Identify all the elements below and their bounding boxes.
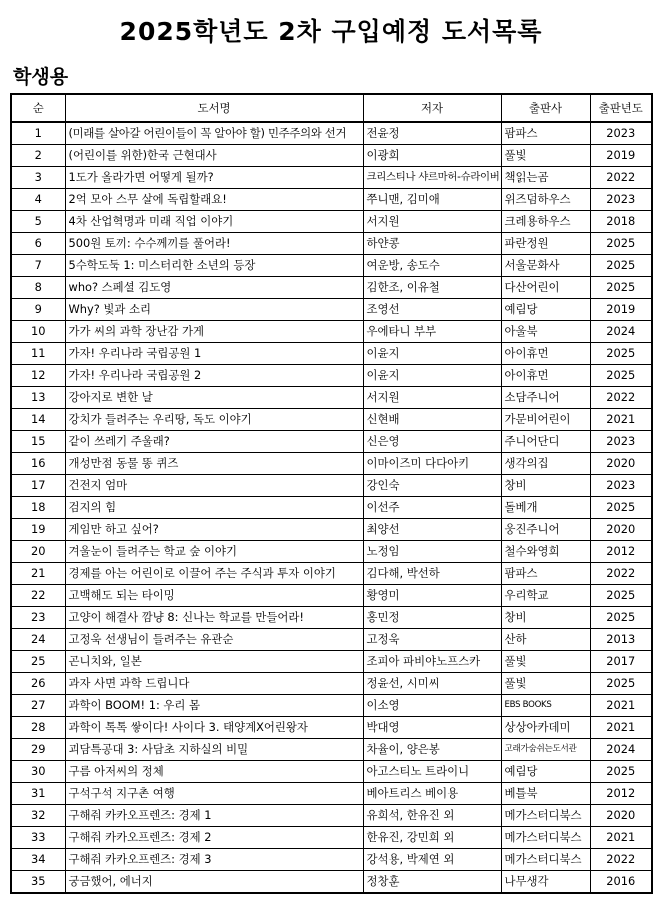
book-author: 김한조, 이유철 [363, 277, 501, 299]
book-publisher: 다산어린이 [501, 277, 590, 299]
book-title: 게임만 하고 싶어? [65, 519, 363, 541]
table-row [11, 695, 652, 717]
book-publisher: 우리학교 [501, 585, 590, 607]
book-title: 과학이 BOOM! 1: 우리 몸 [65, 695, 363, 717]
book-publisher: 창비 [501, 607, 590, 629]
book-publisher: 크레용하우스 [501, 211, 590, 233]
book-title: 구름 아저씨의 정체 [65, 761, 363, 783]
row-number: 1 [11, 122, 65, 145]
table-row [11, 365, 652, 387]
row-number: 5 [11, 211, 65, 233]
book-title: 고양이 해결사 깜냥 8: 신나는 학교를 만들어라! [65, 607, 363, 629]
publication-year: 2019 [590, 145, 652, 167]
book-title: 곤니치와, 일본 [65, 651, 363, 673]
publication-year: 2023 [590, 122, 652, 145]
book-author: 우에타니 부부 [363, 321, 501, 343]
book-author: 강인숙 [363, 475, 501, 497]
book-author: 이마이즈미 다다아키 [363, 453, 501, 475]
row-number: 2 [11, 145, 65, 167]
book-title: 구해줘 카카오프렌즈: 경제 1 [65, 805, 363, 827]
section-title: 학생용 [13, 66, 69, 88]
book-publisher: 아울북 [501, 321, 590, 343]
book-title: (미래를 살아갈 어린이들이 꼭 알아야 할) 민주주의와 선거 [65, 122, 363, 145]
row-number: 20 [11, 541, 65, 563]
table-row [11, 871, 652, 894]
row-number: 35 [11, 871, 65, 894]
table-row [11, 255, 652, 277]
book-title: 경제를 아는 어린이로 이끌어 주는 주식과 투자 이야기 [65, 563, 363, 585]
publication-year: 2021 [590, 409, 652, 431]
book-author: 이윤지 [363, 343, 501, 365]
row-number: 17 [11, 475, 65, 497]
book-title: 4차 산업혁명과 미래 직업 이야기 [65, 211, 363, 233]
table-row [11, 431, 652, 453]
book-author: 강석용, 박제연 외 [363, 849, 501, 871]
book-author: 유희석, 한유진 외 [363, 805, 501, 827]
book-author: 쭈니맨, 김미애 [363, 189, 501, 211]
book-publisher: 책읽는곰 [501, 167, 590, 189]
table-row [11, 519, 652, 541]
book-list-table [10, 93, 653, 894]
table-row [11, 321, 652, 343]
row-number: 3 [11, 167, 65, 189]
book-publisher: EBS BOOKS [501, 695, 590, 717]
header-year: 출판년도 [590, 94, 652, 122]
row-number: 18 [11, 497, 65, 519]
book-title: (어린이를 위한)한국 근현대사 [65, 145, 363, 167]
book-author: 서지원 [363, 211, 501, 233]
table-row [11, 717, 652, 739]
row-number: 27 [11, 695, 65, 717]
publication-year: 2016 [590, 871, 652, 894]
publication-year: 2012 [590, 541, 652, 563]
publication-year: 2012 [590, 783, 652, 805]
table-row [11, 849, 652, 871]
publication-year: 2023 [590, 431, 652, 453]
row-number: 26 [11, 673, 65, 695]
book-author: 신은영 [363, 431, 501, 453]
row-number: 30 [11, 761, 65, 783]
table-row [11, 827, 652, 849]
book-title: 5수학도둑 1: 미스터리한 소년의 등장 [65, 255, 363, 277]
book-publisher: 아이휴먼 [501, 343, 590, 365]
publication-year: 2021 [590, 695, 652, 717]
header-num: 순 [11, 94, 65, 122]
table-body [11, 122, 652, 893]
book-publisher: 위즈덤하우스 [501, 189, 590, 211]
row-number: 11 [11, 343, 65, 365]
table-row [11, 585, 652, 607]
publication-year: 2025 [590, 255, 652, 277]
book-publisher: 산하 [501, 629, 590, 651]
book-title: 1도가 올라가면 어떻게 될까? [65, 167, 363, 189]
book-publisher: 베틀북 [501, 783, 590, 805]
row-number: 13 [11, 387, 65, 409]
book-author: 신현배 [363, 409, 501, 431]
publication-year: 2025 [590, 365, 652, 387]
book-title: 강치가 들려주는 우리땅, 독도 이야기 [65, 409, 363, 431]
book-author: 서지원 [363, 387, 501, 409]
book-title: Why? 빛과 소리 [65, 299, 363, 321]
row-number: 10 [11, 321, 65, 343]
header-publisher: 출판사 [501, 94, 590, 122]
book-author: 최양선 [363, 519, 501, 541]
publication-year: 2025 [590, 585, 652, 607]
row-number: 29 [11, 739, 65, 761]
book-author: 정윤선, 시미씨 [363, 673, 501, 695]
book-title: 괴담특공대 3: 사담초 지하실의 비밀 [65, 739, 363, 761]
book-title: who? 스페셜 김도영 [65, 277, 363, 299]
book-author: 여운방, 송도수 [363, 255, 501, 277]
publication-year: 2020 [590, 519, 652, 541]
book-title: 구석구석 지구촌 여행 [65, 783, 363, 805]
book-title: 궁금했어, 에너지 [65, 871, 363, 894]
book-publisher: 팜파스 [501, 563, 590, 585]
publication-year: 2023 [590, 475, 652, 497]
table-row [11, 277, 652, 299]
book-author: 홍민정 [363, 607, 501, 629]
table-header-row [11, 94, 652, 122]
book-author: 차율이, 양은봉 [363, 739, 501, 761]
book-publisher: 창비 [501, 475, 590, 497]
book-publisher: 나무생각 [501, 871, 590, 894]
row-number: 25 [11, 651, 65, 673]
row-number: 7 [11, 255, 65, 277]
book-author: 아고스티노 트라이니 [363, 761, 501, 783]
publication-year: 2025 [590, 497, 652, 519]
book-publisher: 상상아카데미 [501, 717, 590, 739]
row-number: 21 [11, 563, 65, 585]
row-number: 4 [11, 189, 65, 211]
book-publisher: 소담주니어 [501, 387, 590, 409]
book-author: 한유진, 강민희 외 [363, 827, 501, 849]
publication-year: 2013 [590, 629, 652, 651]
book-publisher: 생각의집 [501, 453, 590, 475]
publication-year: 2022 [590, 387, 652, 409]
publication-year: 2018 [590, 211, 652, 233]
table-row [11, 761, 652, 783]
book-publisher: 예림당 [501, 761, 590, 783]
book-title: 2억 모아 스무 살에 독립할래요! [65, 189, 363, 211]
book-author: 이선주 [363, 497, 501, 519]
book-title: 구해줘 카카오프렌즈: 경제 2 [65, 827, 363, 849]
book-publisher: 예림당 [501, 299, 590, 321]
book-title: 검지의 힘 [65, 497, 363, 519]
book-author: 이윤지 [363, 365, 501, 387]
book-publisher: 웅진주니어 [501, 519, 590, 541]
book-author: 황영미 [363, 585, 501, 607]
table-row [11, 805, 652, 827]
book-title: 가가 씨의 과학 장난감 가게 [65, 321, 363, 343]
row-number: 6 [11, 233, 65, 255]
row-number: 16 [11, 453, 65, 475]
row-number: 19 [11, 519, 65, 541]
table-row [11, 453, 652, 475]
row-number: 15 [11, 431, 65, 453]
book-author: 하얀콩 [363, 233, 501, 255]
publication-year: 2025 [590, 277, 652, 299]
book-author: 고정욱 [363, 629, 501, 651]
table-row [11, 122, 652, 145]
book-publisher: 돌베개 [501, 497, 590, 519]
book-publisher: 파란정원 [501, 233, 590, 255]
table-row [11, 233, 652, 255]
book-title: 가자! 우리나라 국립공원 1 [65, 343, 363, 365]
book-author: 전윤정 [363, 122, 501, 145]
book-publisher: 주니어단디 [501, 431, 590, 453]
table-row [11, 211, 652, 233]
book-publisher: 풀빛 [501, 145, 590, 167]
book-author: 이소영 [363, 695, 501, 717]
book-title: 과자 사면 과학 드립니다 [65, 673, 363, 695]
table-row [11, 651, 652, 673]
book-title: 건전지 엄마 [65, 475, 363, 497]
row-number: 23 [11, 607, 65, 629]
book-author: 이광희 [363, 145, 501, 167]
row-number: 31 [11, 783, 65, 805]
book-publisher: 철수와영희 [501, 541, 590, 563]
document-title: 2025학년도 2차 구입예정 도서목록 [119, 17, 543, 46]
book-author: 조영선 [363, 299, 501, 321]
publication-year: 2019 [590, 299, 652, 321]
header-title: 도서명 [65, 94, 363, 122]
publication-year: 2024 [590, 739, 652, 761]
book-title: 강아지로 변한 날 [65, 387, 363, 409]
book-title: 겨울눈이 들려주는 학교 숲 이야기 [65, 541, 363, 563]
row-number: 8 [11, 277, 65, 299]
table-row [11, 475, 652, 497]
book-publisher: 고래가숨쉬는도서관 [501, 739, 590, 761]
row-number: 24 [11, 629, 65, 651]
book-author: 김다해, 박선하 [363, 563, 501, 585]
table-row [11, 189, 652, 211]
book-publisher: 풀빛 [501, 673, 590, 695]
table-row [11, 343, 652, 365]
table-row [11, 387, 652, 409]
table-row [11, 563, 652, 585]
row-number: 34 [11, 849, 65, 871]
table-row [11, 167, 652, 189]
table-row [11, 783, 652, 805]
book-author: 조피아 파비야노프스카 [363, 651, 501, 673]
book-title: 구해줘 카카오프렌즈: 경제 3 [65, 849, 363, 871]
publication-year: 2022 [590, 563, 652, 585]
table-row [11, 145, 652, 167]
publication-year: 2024 [590, 321, 652, 343]
publication-year: 2025 [590, 233, 652, 255]
table-row [11, 739, 652, 761]
book-title: 가자! 우리나라 국립공원 2 [65, 365, 363, 387]
publication-year: 2025 [590, 343, 652, 365]
book-author: 노정임 [363, 541, 501, 563]
publication-year: 2025 [590, 761, 652, 783]
book-title: 고백해도 되는 타이밍 [65, 585, 363, 607]
row-number: 9 [11, 299, 65, 321]
table-row [11, 629, 652, 651]
row-number: 14 [11, 409, 65, 431]
publication-year: 2020 [590, 453, 652, 475]
publication-year: 2017 [590, 651, 652, 673]
book-title: 같이 쓰레기 주울래? [65, 431, 363, 453]
publication-year: 2020 [590, 805, 652, 827]
book-publisher: 팜파스 [501, 122, 590, 145]
book-author: 정창훈 [363, 871, 501, 894]
table-row [11, 673, 652, 695]
row-number: 12 [11, 365, 65, 387]
table-row [11, 409, 652, 431]
book-publisher: 메가스터디북스 [501, 805, 590, 827]
book-author: 베아트리스 베이용 [363, 783, 501, 805]
row-number: 32 [11, 805, 65, 827]
publication-year: 2023 [590, 189, 652, 211]
book-publisher: 가문비어린이 [501, 409, 590, 431]
row-number: 28 [11, 717, 65, 739]
book-publisher: 풀빛 [501, 651, 590, 673]
book-author: 크리스티나 샤르마허-슈라이버 [363, 167, 501, 189]
book-publisher: 아이휴먼 [501, 365, 590, 387]
book-title: 고정욱 선생님이 들려주는 유관순 [65, 629, 363, 651]
book-publisher: 메가스터디북스 [501, 849, 590, 871]
publication-year: 2022 [590, 849, 652, 871]
publication-year: 2025 [590, 673, 652, 695]
table-row [11, 497, 652, 519]
book-title: 개성만점 동물 똥 퀴즈 [65, 453, 363, 475]
publication-year: 2022 [590, 167, 652, 189]
book-title: 과학이 톡톡 쌓이다! 사이다 3. 태양계X어린왕자 [65, 717, 363, 739]
table-row [11, 607, 652, 629]
book-publisher: 메가스터디북스 [501, 827, 590, 849]
publication-year: 2025 [590, 607, 652, 629]
table-row [11, 299, 652, 321]
header-author: 저자 [363, 94, 501, 122]
book-author: 박대영 [363, 717, 501, 739]
book-publisher: 서울문화사 [501, 255, 590, 277]
row-number: 22 [11, 585, 65, 607]
publication-year: 2021 [590, 717, 652, 739]
row-number: 33 [11, 827, 65, 849]
table-row [11, 541, 652, 563]
publication-year: 2021 [590, 827, 652, 849]
book-title: 500원 토끼: 수수께끼를 풀어라! [65, 233, 363, 255]
